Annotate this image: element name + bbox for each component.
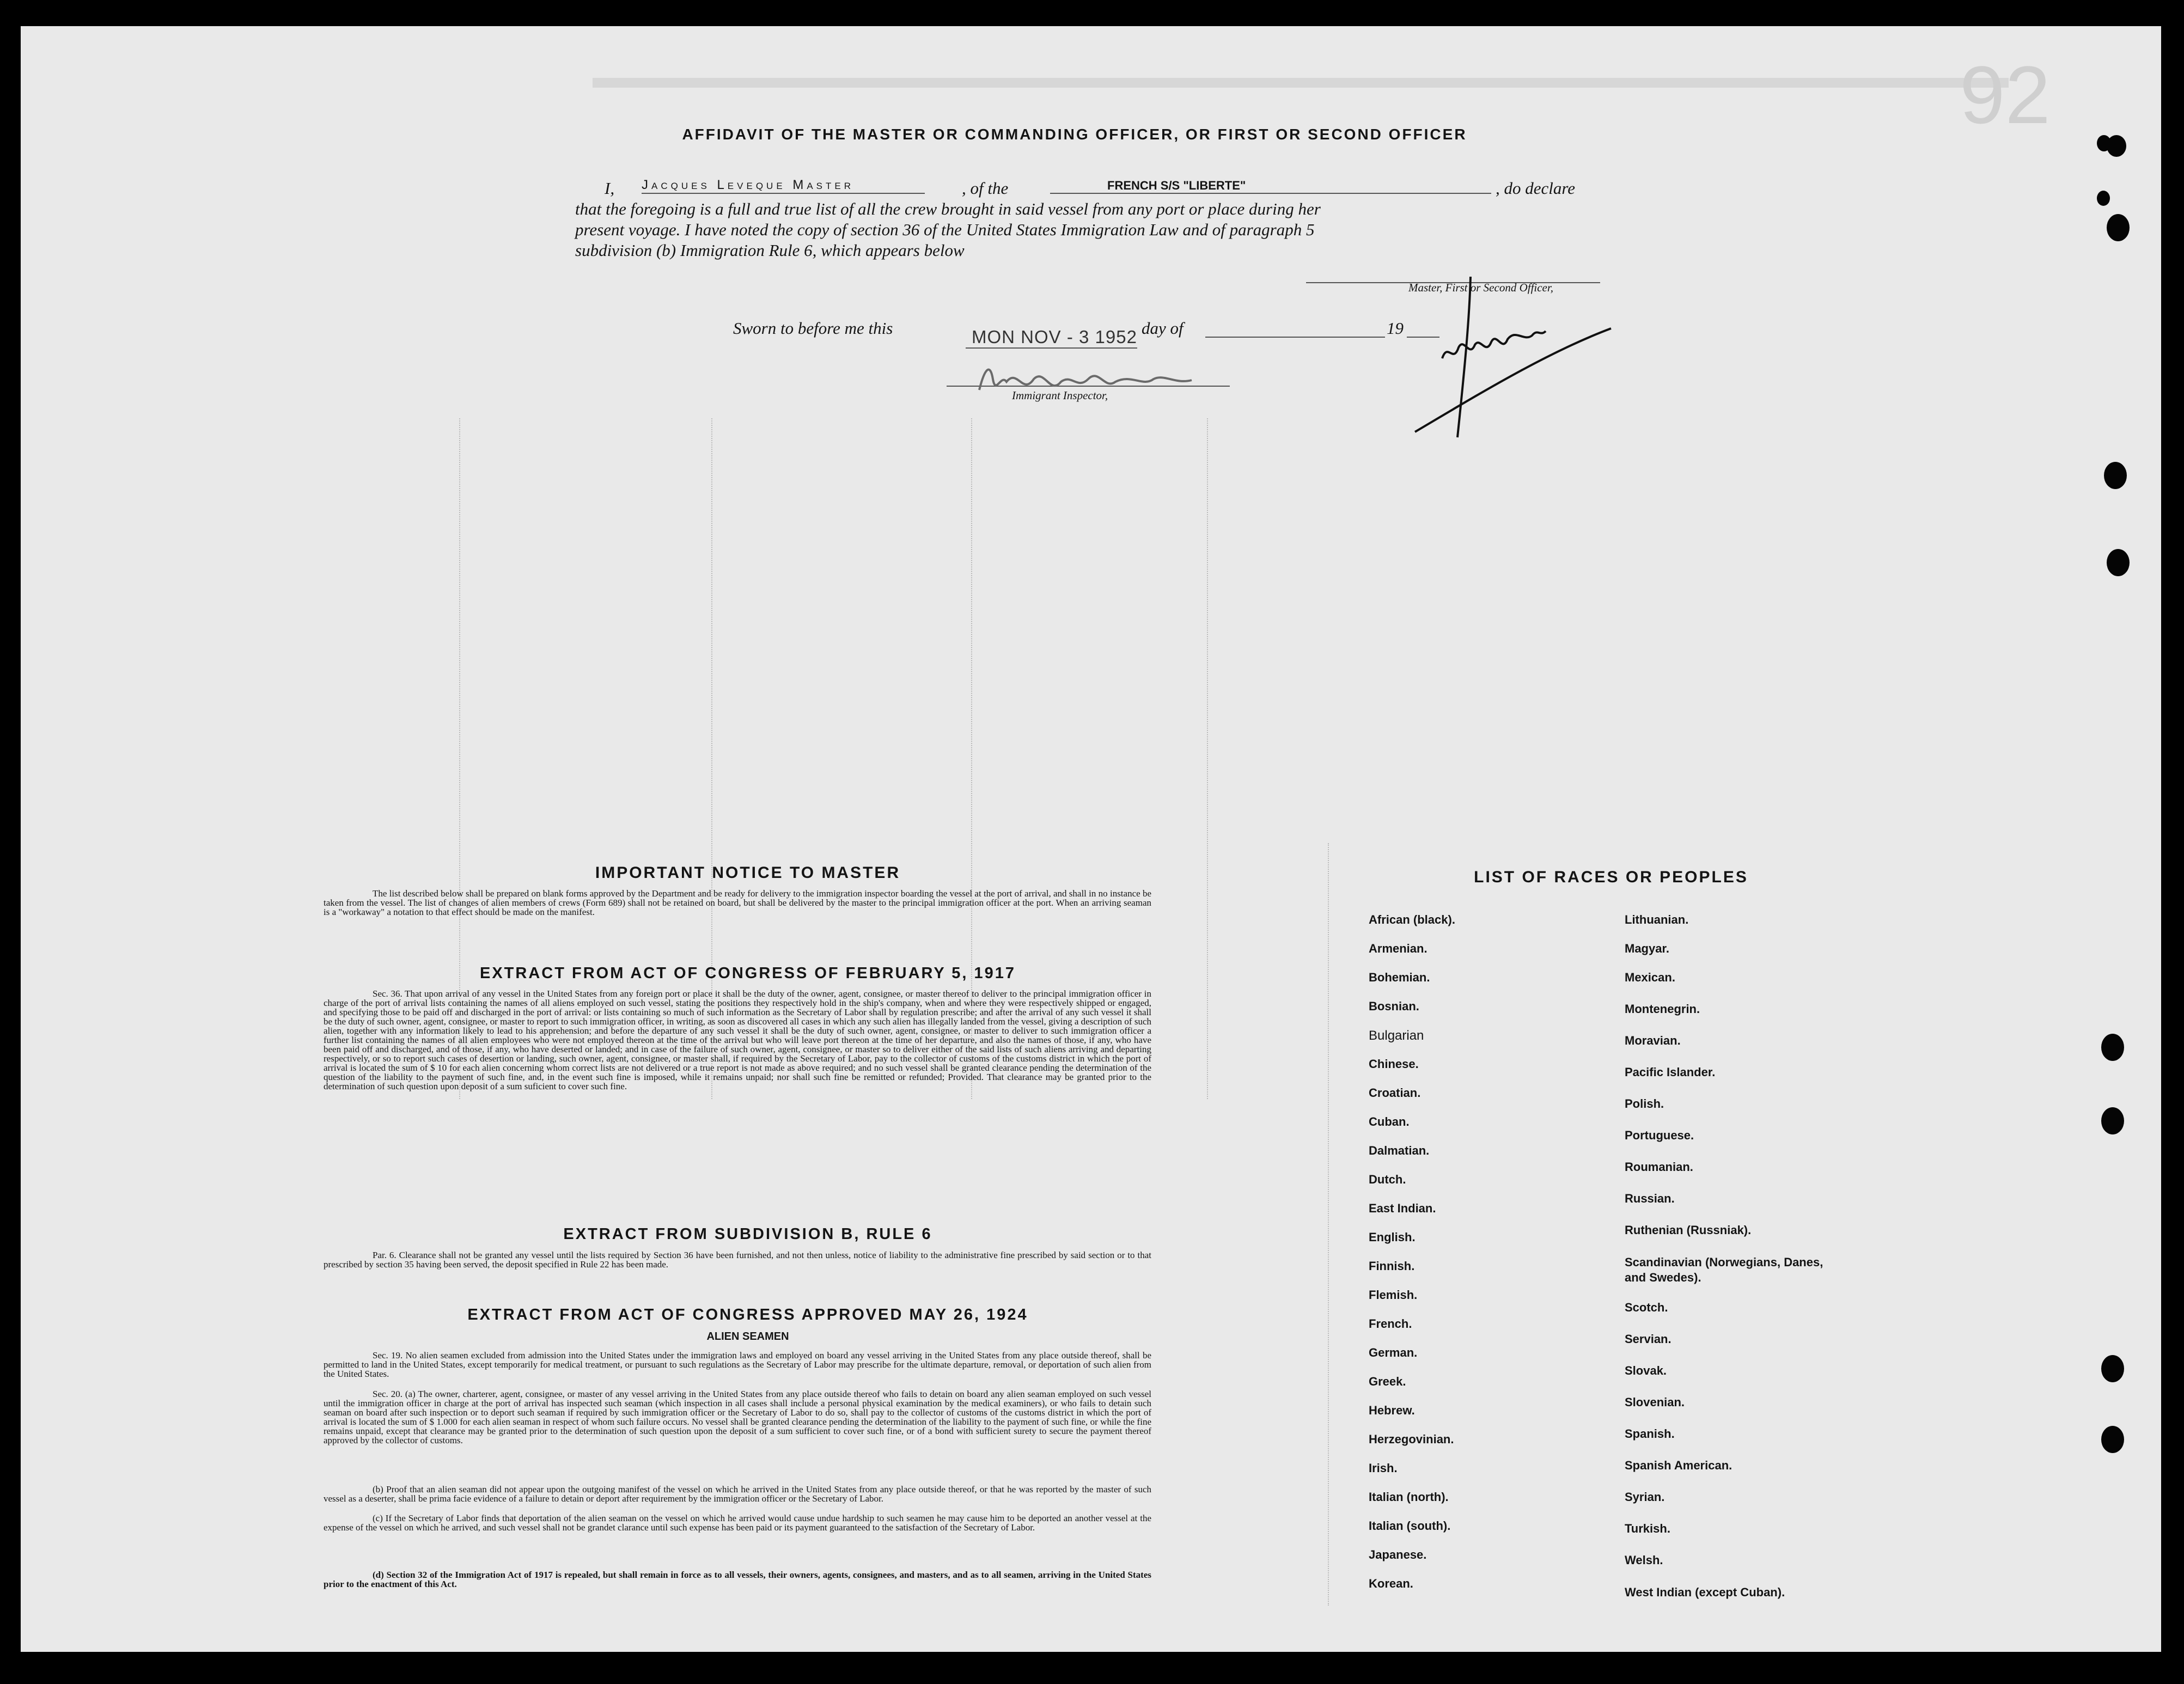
race-item: East Indian. [1369, 1201, 1436, 1215]
extract-rule6-title: EXTRACT FROM SUBDIVISION B, RULE 6 [563, 1225, 932, 1243]
sec20d-text: (d) Section 32 of the Immigration Act of 1917 is repealed, but shall remain in force as to all vessels, their owners, agents, consignees, and masters, and as to all seamen, arriving in the United States prior to the enactment of this Act. [324, 1570, 1151, 1589]
affidavit-i: I, [605, 179, 615, 198]
race-item: Servian. [1625, 1332, 1671, 1346]
affidavit-title: AFFIDAVIT OF THE MASTER OR COMMANDING OFFICER, OR FIRST OR SECOND OFFICER [682, 126, 1467, 143]
do-declare-label: , do declare [1496, 179, 1576, 198]
punch-hole [2097, 135, 2111, 151]
extract-1917-title: EXTRACT FROM ACT OF CONGRESS OF FEBRUARY 5, 1917 [479, 965, 1016, 982]
race-item: German. [1369, 1346, 1418, 1359]
race-item: Bohemian. [1369, 971, 1430, 984]
race-item: Italian (south). [1369, 1519, 1451, 1533]
race-item: Portuguese. [1625, 1128, 1694, 1142]
column-marker [1207, 418, 1211, 1099]
inspector-signature [968, 357, 1230, 401]
race-item: Lithuanian. [1625, 913, 1689, 926]
punch-hole [2101, 1107, 2124, 1134]
race-item: Ruthenian (Russniak). [1625, 1223, 1752, 1237]
race-item: Bulgarian [1369, 1028, 1424, 1043]
race-item: Mexican. [1625, 971, 1675, 984]
race-item: Scotch. [1625, 1301, 1668, 1314]
race-item: African (black). [1369, 913, 1455, 926]
race-item: Dutch. [1369, 1173, 1406, 1186]
punch-hole [2107, 214, 2130, 241]
race-item: Magyar. [1625, 942, 1669, 955]
bleed-through-number: 92 [1960, 49, 2051, 141]
year-prefix: 19 [1387, 319, 1404, 338]
race-item: Spanish. [1625, 1427, 1675, 1441]
race-item: Welsh. [1625, 1553, 1663, 1567]
sec20c-text: (c) If the Secretary of Labor finds that deportation of the alien seaman on the vessel on which he arrived would cause undue hardship to such seamen he may cause him to be deported an another vessel at the expense of the vessel on which he arrived, and such vessel shall not be grandet clarance until such expense has been paid or its payment guaranteed to the satisfaction of the Secretary of Labor. [324, 1513, 1151, 1533]
sworn-label: Sworn to before me this [733, 319, 893, 338]
punch-hole [2101, 1426, 2124, 1453]
extract-rule6-text: Par. 6. Clearance shall not be granted any vessel until the lists required by Section 36 have been furnished, and not then unless, notice of liability to the administrative fine prescribed by said section or to that prescribed by section 35 having been served, the deposit specified in Rule 22 has been made. [324, 1250, 1151, 1270]
race-item: Irish. [1369, 1461, 1398, 1475]
race-item: Montenegrin. [1625, 1002, 1700, 1016]
race-item: Cuban. [1369, 1115, 1410, 1128]
races-title: LIST OF RACES OR PEOPLES [1474, 868, 1748, 886]
race-item: Slovak. [1625, 1364, 1667, 1377]
race-item: Japanese. [1369, 1548, 1427, 1561]
master-signature [1410, 277, 1616, 440]
race-item: Slovenian. [1625, 1395, 1685, 1409]
date-line [966, 347, 1137, 349]
of-the-label: , of the [962, 179, 1009, 198]
month-line [1205, 337, 1385, 338]
race-item: Turkish. [1625, 1522, 1670, 1535]
day-of-label: day of [1142, 319, 1183, 338]
race-item: Bosnian. [1369, 999, 1419, 1013]
extract-1924-title: EXTRACT FROM ACT OF CONGRESS APPROVED MAY 26, 1924 [467, 1306, 1028, 1323]
document-page [21, 26, 2161, 1652]
race-item: West Indian (except Cuban). [1625, 1585, 1785, 1599]
sec19-text: Sec. 19. No alien seamen excluded from admission into the United States under the immigration laws and employed on board any vessel arriving in the United States from any place outside thereof, shall be permitted to land in the United States, except temporarily for medical treatment, or pursuant to such regulations as the Secretary of Labor may prescribe for the ultimate departure, removal, or deportation of such alien from the United States. [324, 1350, 1151, 1379]
race-item: Scandinavian (Norwegians, Danes, and Swedes). [1625, 1255, 1823, 1284]
master-name-field: Jacques Leveque Master [642, 178, 925, 194]
inspector-caption: Immigrant Inspector, [1012, 389, 1108, 402]
extract-1917-text: Sec. 36. That upon arrival of any vessel in the United States from any foreign port or place it shall be the duty of the owner, agent, consignee, or master thereof to deliver to the principal immigration officer in charge of the port of arrival lists containing the names of all aliens employed on such vessel, stating the positions they respectively hold in the ship's company, when and where they were respectively shipped or engaged, and specifying those to be paid off and discharged in the port of arrival: or lists containing so much of such information as the Secretary of Labor shall by regulation prescribe; and after the arrival of any such vessel it shall be the duty of such owner, agent, consignee, or master to report to such immigration officer, in writing, as soon as discovered all cases in which any such alien has illegally landed from the vessel, giving a description of such alien, together with any information likely to lead to his apprehension; and before the departure of any such vessel it shall be the duty of such owner, agent, consignee, or master to deliver to such immigration officer a further list containing the names of all alien employees who were not employed thereon at the time of the arrival but who will leave port thereon at the time of her departure, and also the names of those, if any, who have been paid off and discharged, and of those, if any, who have deserted or landed; and in case of the failure of such owner, agent, consignee, or master so to deliver either of the said lists of such aliens arriving and departing respectively, or so to report such cases of desertion or landing, such owner, agent, consignee, or master shall, if required by the Secretary of Labor, pay to the collector of customs of the customs district in which the port of arrival is located the sum of $ 10 for each alien concerning whom correct lists are not delivered or a true report is not made as above required; and no such vessel shall be granted clearance pending the determination of the question of the liability to the payment of such fine, and, in the event such fine is imposed, while it remains unpaid; nor shall such fine be remitted or refunded; Provided. That clearance may be granted prior to the determination of such question upon deposit of a sum suficient to cover such fine. [324, 989, 1151, 1091]
race-item: Roumanian. [1625, 1160, 1693, 1174]
date-stamp: MON NOV - 3 1952 [972, 327, 1137, 347]
notice-title: IMPORTANT NOTICE TO MASTER [595, 864, 901, 882]
race-item: Armenian. [1369, 942, 1427, 955]
notice-text: The list described below shall be prepared on blank forms approved by the Department and be ready for delivery to the immigration inspector boarding the vessel at the port of arrival, and shall in no instance be taken from the vessel. The list of changes of alien members of crews (Form 689) shall not be retained on board, but shall be delivered by the master to the principal immigration officer at the port. When an arriving seaman is a "workaway" a notation to that effect should be made on the manifest. [324, 888, 1151, 917]
races-right-column [1625, 888, 1837, 1614]
race-item: Greek. [1369, 1375, 1406, 1388]
race-item: Pacific Islander. [1625, 1065, 1716, 1079]
vessel-name-field: FRENCH S/S "LIBERTE" [1050, 179, 1491, 194]
race-item: Dalmatian. [1369, 1144, 1430, 1157]
punch-hole [2097, 191, 2110, 206]
sec20a-text: Sec. 20. (a) The owner, charterer, agent, consignee, or master of any vessel arriving in the United States from any place outside thereof who fails to detain on board any alien seaman employed on such vessel until the immigration officer in charge at the port of arrival has inspected such seaman (which inspection in all cases shall include a personal physical examination by the medical examiners), or who fails to detain such seaman on board after such inspection or to deport such seaman if required by such immigration officer or the Secretary of Labor to do so, shall pay to the collector of customs of the customs district in which the port of arrival is located the sum of $ 1.000 for each alien seaman in respect of whom such failure occurs. No vessel shall be granted clearance pending the determination of the liability to the payment of such fine, or while the fine remains unpaid, except that clearance may be granted prior to the determination of such question upon the deposit of a sum sufficient to cover such fine, or of a bond with sufficient surety to secure the payment thereof approved by the collector of customs. [324, 1389, 1151, 1445]
race-item: French. [1369, 1317, 1412, 1331]
affidavit-body-line3: subdivision (b) Immigration Rule 6, which appears below [575, 241, 965, 260]
race-item: Flemish. [1369, 1288, 1418, 1302]
bleed-through-text [593, 78, 2009, 104]
race-item: Italian (north). [1369, 1490, 1449, 1504]
race-item: Syrian. [1625, 1490, 1665, 1504]
race-item: Moravian. [1625, 1034, 1681, 1047]
races-left-column [1369, 913, 1597, 1606]
column-marker [1328, 843, 1332, 1606]
race-item: Spanish American. [1625, 1459, 1732, 1472]
punch-hole [2101, 1355, 2124, 1382]
race-item: Croatian. [1369, 1086, 1421, 1100]
signer-caption: Master, First or Second Officer, [1408, 281, 1553, 294]
race-item: English. [1369, 1230, 1416, 1244]
punch-hole [2101, 1034, 2124, 1061]
punch-hole [2104, 462, 2127, 489]
race-item: Russian. [1625, 1192, 1675, 1205]
sec20b-text: (b) Proof that an alien seaman did not appear upon the outgoing manifest of the vessel on which he arrived in the United States from any place outside thereof, or that he was reported by the master of such vessel as a deserter, shall be prima facie evidence of a failure to detain or deport after requirement by the immigration officer or the Secretary of Labor. [324, 1484, 1151, 1504]
race-item: Polish. [1625, 1097, 1664, 1111]
race-item: Hebrew. [1369, 1404, 1415, 1417]
affidavit-body-line2: present voyage. I have noted the copy of section 36 of the United States Immigration Law and of paragraph 5 [575, 220, 1315, 239]
affidavit-body-line1: that the foregoing is a full and true list of all the crew brought in said vessel from any port or place during her [575, 199, 1321, 218]
race-item: Korean. [1369, 1577, 1413, 1590]
race-item: Chinese. [1369, 1057, 1419, 1071]
extract-1924-subtitle: ALIEN SEAMEN [706, 1331, 789, 1343]
race-item: Finnish. [1369, 1259, 1415, 1273]
punch-hole [2107, 549, 2130, 576]
race-item: Herzegovinian. [1369, 1432, 1454, 1446]
